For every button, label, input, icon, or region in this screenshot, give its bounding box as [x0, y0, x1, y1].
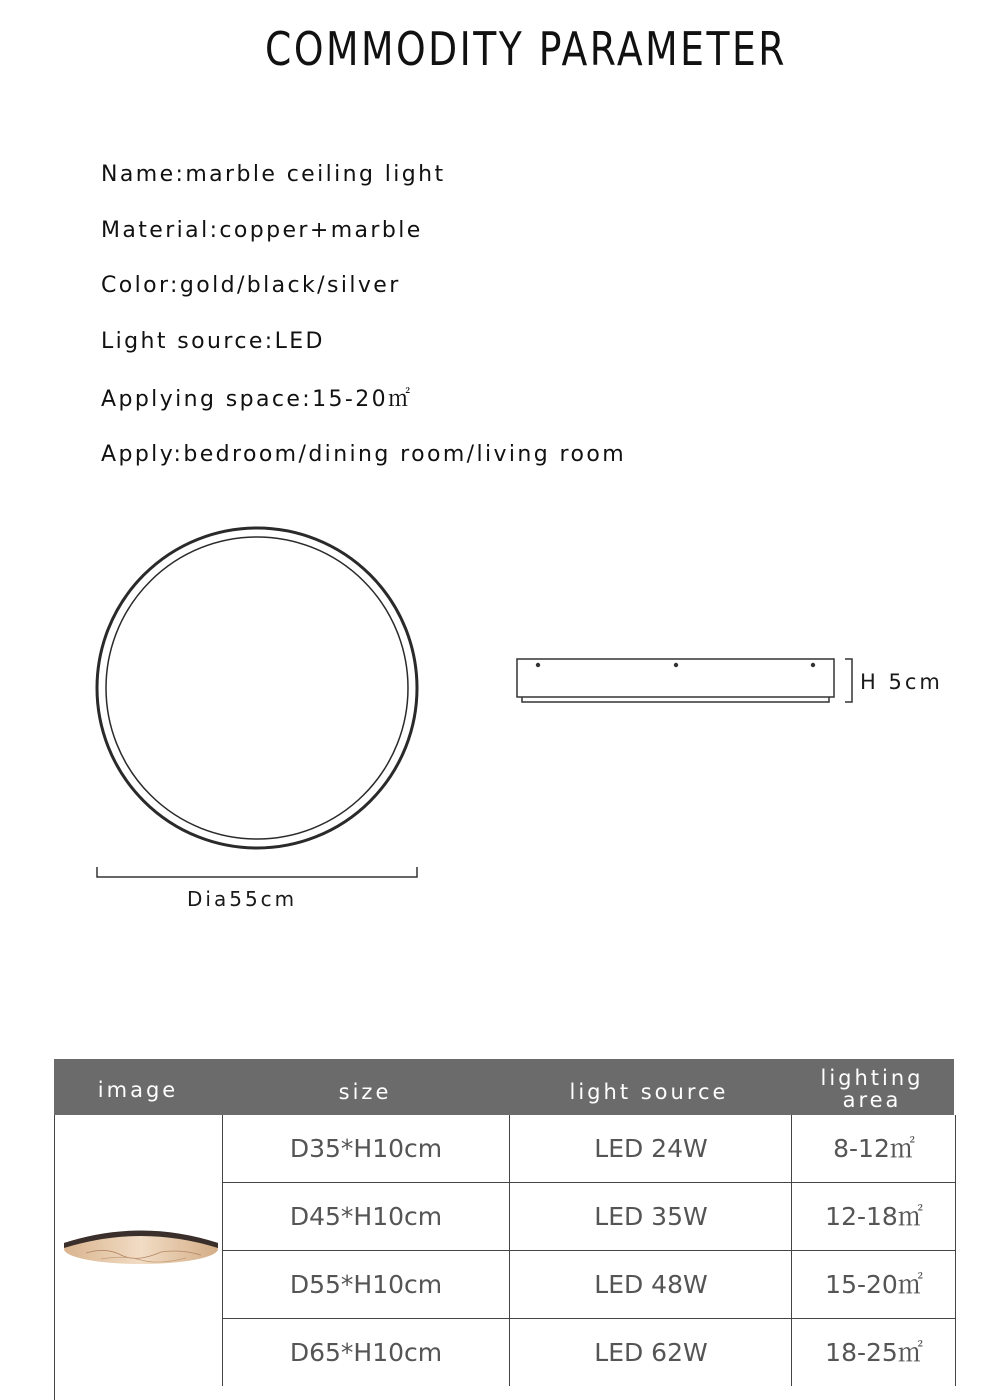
- cell-size: D65*H10cm: [289, 1338, 443, 1367]
- cell-light-source: LED 35W: [509, 1183, 792, 1250]
- param-material: [101, 218, 423, 243]
- header-area-line2: area: [842, 1088, 902, 1112]
- table-row: [222, 1250, 956, 1318]
- height-label: H 5cm: [860, 670, 943, 694]
- cell-size: D45*H10cm: [289, 1202, 443, 1231]
- table-row: [222, 1318, 956, 1386]
- lamp-side-view-drawing: [512, 654, 857, 706]
- cell-light-source: LED 48W: [509, 1251, 792, 1318]
- param-value: gold/black/silver: [179, 273, 401, 298]
- header-size: size: [338, 1080, 392, 1104]
- cell-lighting-area: 8-12㎡: [791, 1115, 956, 1182]
- cell-light-source: LED 24W: [509, 1115, 792, 1182]
- param-label: Apply:: [101, 442, 184, 467]
- cell-lighting-area: 12-18㎡: [791, 1183, 956, 1250]
- param-label: Applying space:: [101, 387, 313, 412]
- param-label: Name:: [101, 162, 186, 187]
- param-value: copper+marble: [219, 218, 423, 243]
- param-value: 15-20㎡: [312, 387, 413, 412]
- diameter-label: Dia55cm: [187, 887, 298, 911]
- header-lighting-area: [790, 1067, 954, 1111]
- table-row: [222, 1182, 956, 1250]
- param-label: Color:: [101, 273, 180, 298]
- table-body: [54, 1115, 954, 1396]
- product-image-cell: [54, 1115, 223, 1400]
- header-image: image: [97, 1078, 179, 1102]
- param-light-source: [101, 329, 325, 354]
- table-header: [54, 1059, 954, 1115]
- header-area-line1: lighting: [820, 1066, 924, 1090]
- param-label: Light source:: [101, 329, 275, 354]
- table-row: [222, 1115, 956, 1182]
- cell-light-source: LED 62W: [509, 1319, 792, 1386]
- param-applying-space: [101, 382, 412, 413]
- page-title: COMMODITY PARAMETER: [265, 22, 787, 76]
- param-label: Material:: [101, 218, 220, 243]
- param-value: bedroom/dining room/living room: [183, 442, 627, 467]
- param-name: [101, 162, 446, 187]
- param-color: [101, 273, 401, 298]
- cell-lighting-area: 15-20㎡: [791, 1251, 956, 1318]
- cell-lighting-area: 18-25㎡: [791, 1319, 956, 1386]
- lamp-top-view-drawing: [94, 524, 422, 852]
- param-value: marble ceiling light: [185, 162, 446, 187]
- cell-size: D35*H10cm: [289, 1134, 443, 1163]
- param-value: LED: [274, 329, 325, 354]
- header-light-source: light source: [569, 1080, 729, 1104]
- diameter-dimension-line: [96, 866, 420, 880]
- lamp-product-image: [61, 1225, 221, 1277]
- param-apply: [101, 442, 626, 467]
- cell-size: D55*H10cm: [289, 1270, 443, 1299]
